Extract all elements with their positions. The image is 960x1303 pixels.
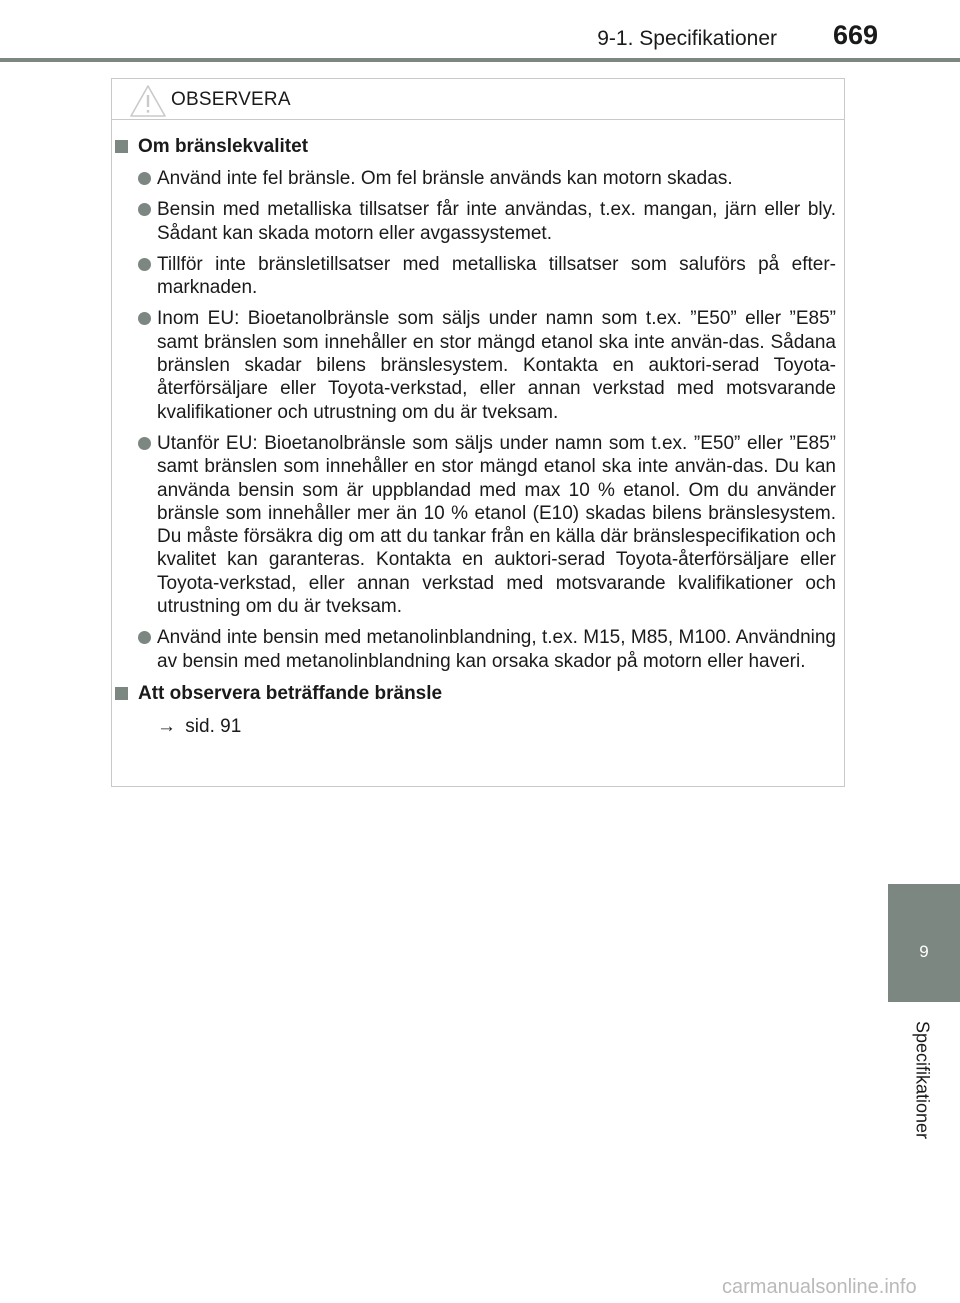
chapter-tab	[888, 884, 960, 1002]
notice-header	[112, 79, 844, 120]
circle-bullet-icon	[138, 631, 151, 644]
chapter-number: 9	[919, 942, 929, 961]
arrow-right-icon: →	[157, 715, 176, 737]
list-item	[112, 167, 844, 190]
header-section-title: 9-1. Specifikationer	[597, 27, 777, 50]
list-item-text: Inom EU: Bioetanolbränsle som säljs under namn som t.ex. ”E50” eller ”E85” samt bränslen som innehåller en stor mängd etanol ska inte använ-das. Sådana bränslen skadar bilens bränslesystem. Kontakta en auktori-serad Toyota-återförsäljare eller Toyota-verkstad, eller annan verkstad med motsvarande kvalifikationer och utrustning om du är tveksam.	[157, 308, 836, 423]
section-heading-text: Om bränslekvalitet	[138, 136, 309, 157]
page-reference-link[interactable]	[112, 714, 844, 739]
square-marker-icon	[115, 687, 128, 700]
circle-bullet-icon	[138, 172, 151, 185]
section-heading	[112, 134, 844, 159]
list-item	[112, 253, 844, 300]
list-item-text: Använd inte fel bränsle. Om fel bränsle används kan motorn skadas.	[157, 168, 733, 189]
section-heading-text: Att observera beträffande bränsle	[138, 682, 443, 704]
list-item	[112, 307, 844, 423]
notice-box	[111, 78, 845, 787]
square-marker-icon	[115, 140, 128, 153]
header-divider	[0, 58, 960, 62]
page-number: 669	[832, 20, 878, 50]
list-item	[112, 432, 844, 618]
list-item	[112, 198, 844, 245]
section-heading	[112, 681, 844, 706]
notice-content	[112, 134, 844, 739]
circle-bullet-icon	[138, 258, 151, 271]
circle-bullet-icon	[138, 203, 151, 216]
list-item-text: Utanför EU: Bioetanolbränsle som säljs under namn som t.ex. ”E50” eller ”E85” samt bränslen som innehåller en stor mängd etanol ska inte använ-das. Du kan använda bensin som är uppblandad med max 10 % etanol. Om du använder bränsle som innehåller mer än 10 % etanol (E10) skadas bilens bränslesystem. Du måste försäkra dig om att du tankar från en källa där bränslespecifikation och kvalitet kan garanteras. Kontakta en auktori-serad Toyota-återförsäljare eller Toyota-verkstad, eller annan verkstad med motsvarande kvalifikationer och utrustning om du är tveksam.	[157, 432, 836, 618]
circle-bullet-icon	[138, 312, 151, 325]
page-reference-text: sid. 91	[185, 715, 242, 737]
list-item-text: Bensin med metalliska tillsatser får inte användas, t.ex. mangan, järn eller bly. Sådant kan skada motorn eller avgassystemet.	[157, 199, 836, 244]
notice-title: OBSERVERA	[171, 89, 291, 110]
watermark: carmanualsonline.info	[722, 1276, 917, 1298]
warning-triangle-icon	[129, 84, 167, 118]
page-header	[0, 0, 960, 62]
chapter-side-label	[908, 1010, 936, 1150]
list-item-text: Tillför inte bränsletillsatser med metalliska tillsatser som saluförs på efter-marknaden.	[157, 253, 836, 299]
circle-bullet-icon	[138, 437, 151, 450]
chapter-side-label-text: Specifikationer	[912, 1020, 933, 1140]
list-item	[112, 626, 844, 673]
list-item-text: Använd inte bensin med metanolinblandning, t.ex. M15, M85, M100. Användning av bensin med metanolinblandning kan orsaka skador på motorn eller haveri.	[157, 627, 836, 672]
